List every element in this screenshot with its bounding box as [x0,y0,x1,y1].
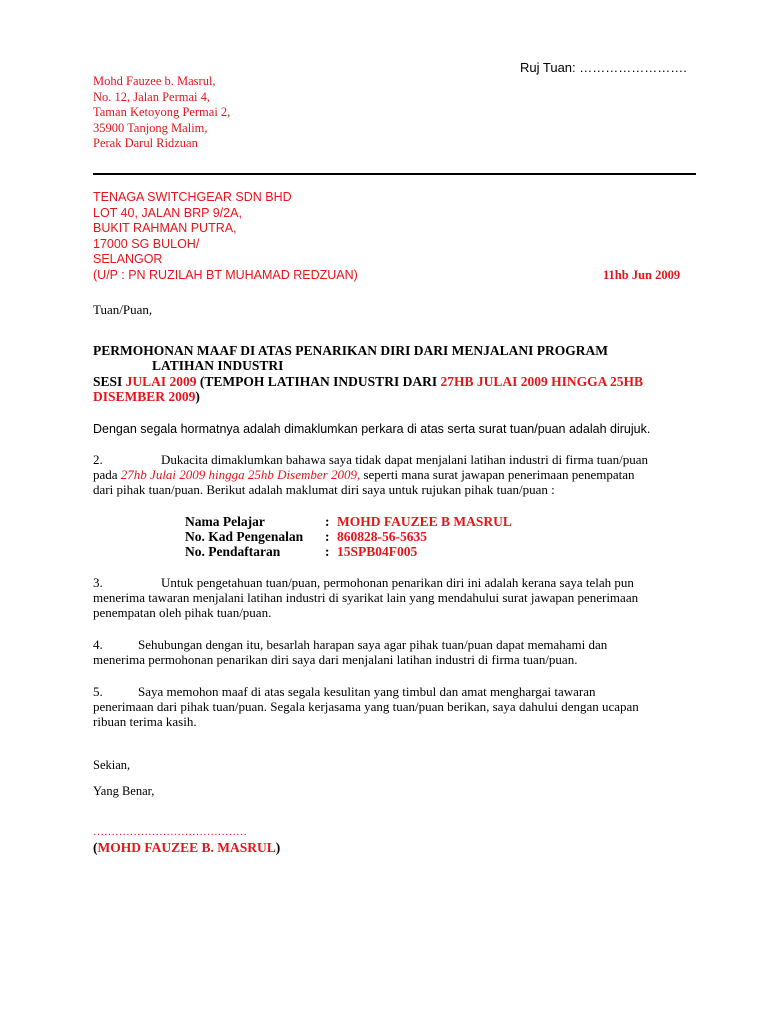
salutation: Tuan/Puan, [93,302,153,317]
paragraph-number: 4. [93,637,103,652]
field-pendaftaran [185,544,417,560]
paragraph-2 [93,452,696,497]
signature-dots: …………………………………… [93,826,247,838]
subject-session [93,374,643,390]
tempoh-end: DISEMBER 2009 [93,389,196,404]
p2-pre: pada [93,467,121,482]
subject-line-1: PERMOHONAN MAAF DI ATAS PENARIKAN DIRI DARI MENJALANI PROGRAM [93,343,608,358]
field-value: 15SPB04F005 [337,544,418,559]
recipient-line: (U/P : PN RUZILAH BT MUHAMAD REDZUAN) [93,267,358,282]
reference-dots: ……………………. [579,60,687,75]
reference-line [520,60,687,75]
recipient-line: TENAGA SWITCHGEAR SDN BHD [93,190,292,204]
letter-date: 11hb Jun 2009 [603,268,681,282]
signature-open: ( [93,840,98,855]
paragraph-3-line-3: penempatan oleh pihak tuan/puan. [93,605,272,620]
paragraph-4-line-1: Sehubungan dengan itu, besarlah harapan saya agar pihak tuan/puan dapat memahami dan [138,637,608,652]
p2-dates: 27hb Julai 2009 hingga 25hb Disember 2009, [120,467,361,482]
sender-line: Mohd Fauzee b. Masrul, [93,74,216,88]
signature-name-line [93,840,280,856]
field-label: No. Pendaftaran [185,544,281,559]
sender-line: Taman Ketoyong Permai 2, [93,105,231,119]
tempoh-start: 27HB JULAI 2009 HINGGA 25HB [440,374,643,389]
subject-line-2: LATIHAN INDUSTRI [152,358,284,373]
signature-name: MOHD FAUZEE B. MASRUL [97,840,276,855]
field-label: No. Kad Pengenalan [185,529,304,544]
paragraph-4 [93,637,696,667]
field-label: Nama Pelajar [185,514,265,529]
tempoh-close: ) [195,389,200,404]
sesi-prefix: SESI [93,374,126,389]
recipient-address [93,190,358,283]
reference-label: Ruj Tuan: [520,60,576,75]
field-sep: : [325,529,330,544]
paragraph-5-line-2: penerimaan dari pihak tuan/puan. Segala kerjasama yang tuan/puan berikan, saya dahului dengan ucapan [93,699,639,714]
recipient-line: BUKIT RAHMAN PUTRA, [93,221,237,235]
field-value: 860828-56-5635 [337,529,427,544]
closing-sekian: Sekian, [93,758,131,772]
sender-line: No. 12, Jalan Permai 4, [93,89,210,104]
paragraph-2-line-3: dari pihak tuan/puan. Berikut adalah maklumat diri saya untuk rujukan pihak tuan/puan : [93,482,555,497]
signature-close: ) [275,840,281,855]
closing-yang-benar: Yang Benar, [93,784,155,798]
paragraph-3 [93,575,696,620]
paragraph-3-line-1: Untuk pengetahuan tuan/puan, permohonan penarikan diri ini adalah kerana saya telah pun [161,575,634,590]
paragraph-5 [93,684,696,729]
sender-address [93,74,230,152]
paragraph-5-line-1: Saya memohon maaf di atas segala kesulitan yang timbul dan amat menghargai tawaran [138,684,596,699]
paragraph-number: 2. [93,452,103,467]
recipient-line: 17000 SG BULOH/ [93,236,200,251]
paragraph-2-line-1: Dukacita dimaklumkan bahawa saya tidak dapat menjalani latihan industri di firma tuan/puan [161,452,648,467]
sender-line: Perak Darul Ridzuan [93,136,198,150]
field-sep: : [325,544,330,559]
p2-post: seperti mana surat jawapan penerimaan penempatan [360,467,635,482]
header-divider [93,173,696,175]
intro-paragraph: Dengan segala hormatnya adalah dimaklumkan perkara di atas serta surat tuan/puan adalah dirujuk. [93,422,651,436]
field-kad-pengenalan [185,529,427,545]
field-nama-pelajar [185,514,512,530]
paragraph-4-line-2: menerima permohonan penarikan diri saya dari menjalani latihan industri di firma tuan/puan. [93,652,578,667]
paragraph-5-line-3: ribuan terima kasih. [93,714,197,729]
recipient-line: SELANGOR [93,252,163,266]
paragraph-number: 5. [93,684,103,699]
paragraph-3-line-2: menerima tawaran menjalani latihan industri di syarikat lain yang mendahului surat jawapan penerimaan [93,590,639,605]
tempoh-prefix: (TEMPOH LATIHAN INDUSTRI DARI [196,374,441,389]
sesi-value: JULAI 2009 [125,374,197,389]
recipient-line: LOT 40, JALAN BRP 9/2A, [93,205,242,220]
sender-line: 35900 Tanjong Malim, [93,120,208,135]
field-value: MOHD FAUZEE B MASRUL [337,514,512,529]
subject-session-end [93,389,200,405]
field-sep: : [325,514,330,529]
paragraph-number: 3. [93,575,103,590]
paragraph-2-line-2 [93,467,696,482]
